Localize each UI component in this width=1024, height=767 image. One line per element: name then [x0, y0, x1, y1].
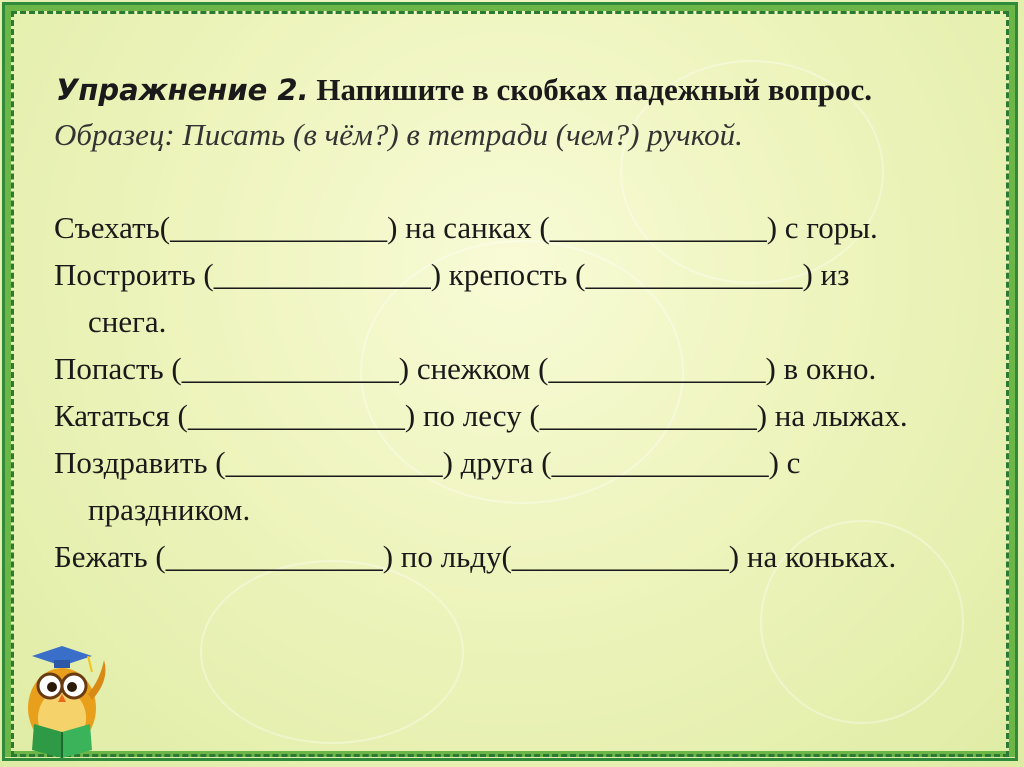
- exercise-line-4: Кататься (______________) по лесу (______________) на лыжах.: [54, 398, 908, 433]
- exercise-label: Упражнение 2.: [56, 73, 309, 107]
- sample-line: Образец: Писать (в чём?) в тетради (чем?) ручкой.: [54, 117, 743, 152]
- exercise-line-2-cont: снега.: [88, 304, 167, 339]
- exercise-line-3: Попасть (______________) снежком (______________) в окно.: [54, 351, 877, 386]
- exercise-title: [56, 72, 872, 108]
- exercise-line-2: Построить (______________) крепость (______________) из: [54, 257, 850, 292]
- exercise-line-6: Бежать (______________) по льду(______________) на коньках.: [54, 539, 897, 574]
- exercise-line-5-cont: праздником.: [88, 492, 251, 527]
- exercise-line-5: Поздравить (______________) друга (______________) с: [54, 445, 801, 480]
- owl-with-book-icon: [14, 640, 114, 760]
- exercise-instruction: Напишите в скобках падежный вопрос.: [308, 72, 872, 107]
- exercise-line-1: Съехать(______________) на санках (______________) с горы.: [54, 210, 878, 245]
